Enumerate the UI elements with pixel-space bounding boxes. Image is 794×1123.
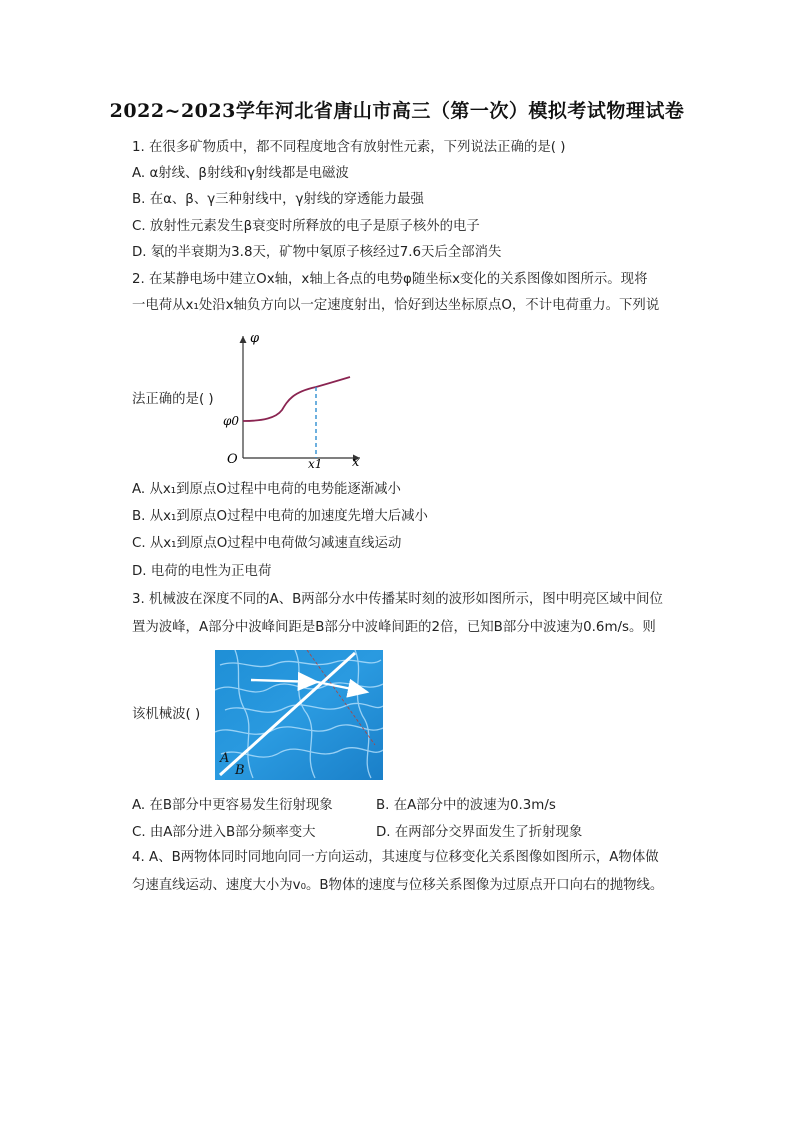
q3-stem-line3: 该机械波( ) (132, 707, 201, 722)
q2-origin-label: O (227, 452, 238, 467)
q2-x1-label: x1 (308, 457, 323, 471)
q2-option-b[interactable]: B. 从x₁到原点O过程中电荷的加速度先增大后减小 (132, 509, 428, 524)
q3-stem-line2: 置为波峰，A部分中波峰间距是B部分中波峰间距的2倍，已知B部分中波速为0.6m/s。则 (132, 620, 656, 635)
q1-stem: 1. 在很多矿物质中，都不同程度地含有放射性元素，下列说法正确的是( ) (132, 140, 566, 155)
q3-option-d[interactable]: D. 在两部分交界面发生了折射现象 (376, 825, 583, 840)
q3-option-c[interactable]: C. 由A部分进入B部分频率变大 (132, 825, 316, 840)
q1-option-b[interactable]: B. 在α、β、γ三种射线中，γ射线的穿透能力最强 (132, 192, 424, 207)
q3-label-b: B (235, 763, 245, 778)
q2-potential-curve (243, 377, 350, 421)
q1-option-a[interactable]: A. α射线、β射线和γ射线都是电磁波 (132, 166, 349, 181)
q1-option-c[interactable]: C. 放射性元素发生β衰变时所释放的电子是原子核外的电子 (132, 219, 480, 234)
q4-stem-line2: 匀速直线运动、速度大小为v₀。B物体的速度与位移关系图像为过原点开口向右的抛物线。 (132, 878, 664, 893)
q2-stem-line1: 2. 在某静电场中建立Ox轴，x轴上各点的电势φ随坐标x变化的关系图像如图所示。现将 (132, 272, 648, 287)
q3-stem-line1: 3. 机械波在深度不同的A、B两部分水中传播某时刻的波形如图所示，图中明亮区域中间位 (132, 592, 663, 607)
q3-water-wave-photo (215, 650, 383, 780)
q2-option-c[interactable]: C. 从x₁到原点O过程中电荷做匀减速直线运动 (132, 536, 402, 551)
q2-potential-graph (218, 330, 368, 476)
q3-label-a: A (220, 751, 230, 766)
page-title: 2022~2023学年河北省唐山市高三（第一次）模拟考试物理试卷 (109, 100, 685, 122)
q2-option-d[interactable]: D. 电荷的电性为正电荷 (132, 564, 272, 579)
q3-option-b[interactable]: B. 在A部分中的波速为0.3m/s (376, 798, 556, 813)
q2-stem-line3: 法正确的是( ) (132, 392, 214, 407)
q2-stem-line2: 一电荷从x₁处沿x轴负方向以一定速度射出，恰好到达坐标原点O，不计电荷重力。下列说 (132, 298, 660, 313)
q2-phi-label: φ (250, 331, 260, 346)
q4-stem-line1: 4. A、B两物体同时同地向同一方向运动，其速度与位移变化关系图像如图所示，A物体做 (132, 850, 659, 865)
q1-option-d[interactable]: D. 氡的半衰期为3.8天，矿物中氡原子核经过7.6天后全部消失 (132, 245, 502, 260)
q2-option-a[interactable]: A. 从x₁到原点O过程中电荷的电势能逐渐减小 (132, 482, 401, 497)
q2-phi0-label: φ0 (223, 414, 240, 428)
q3-option-a[interactable]: A. 在B部分中更容易发生衍射现象 (132, 798, 333, 813)
q2-x-label: x (352, 455, 360, 470)
